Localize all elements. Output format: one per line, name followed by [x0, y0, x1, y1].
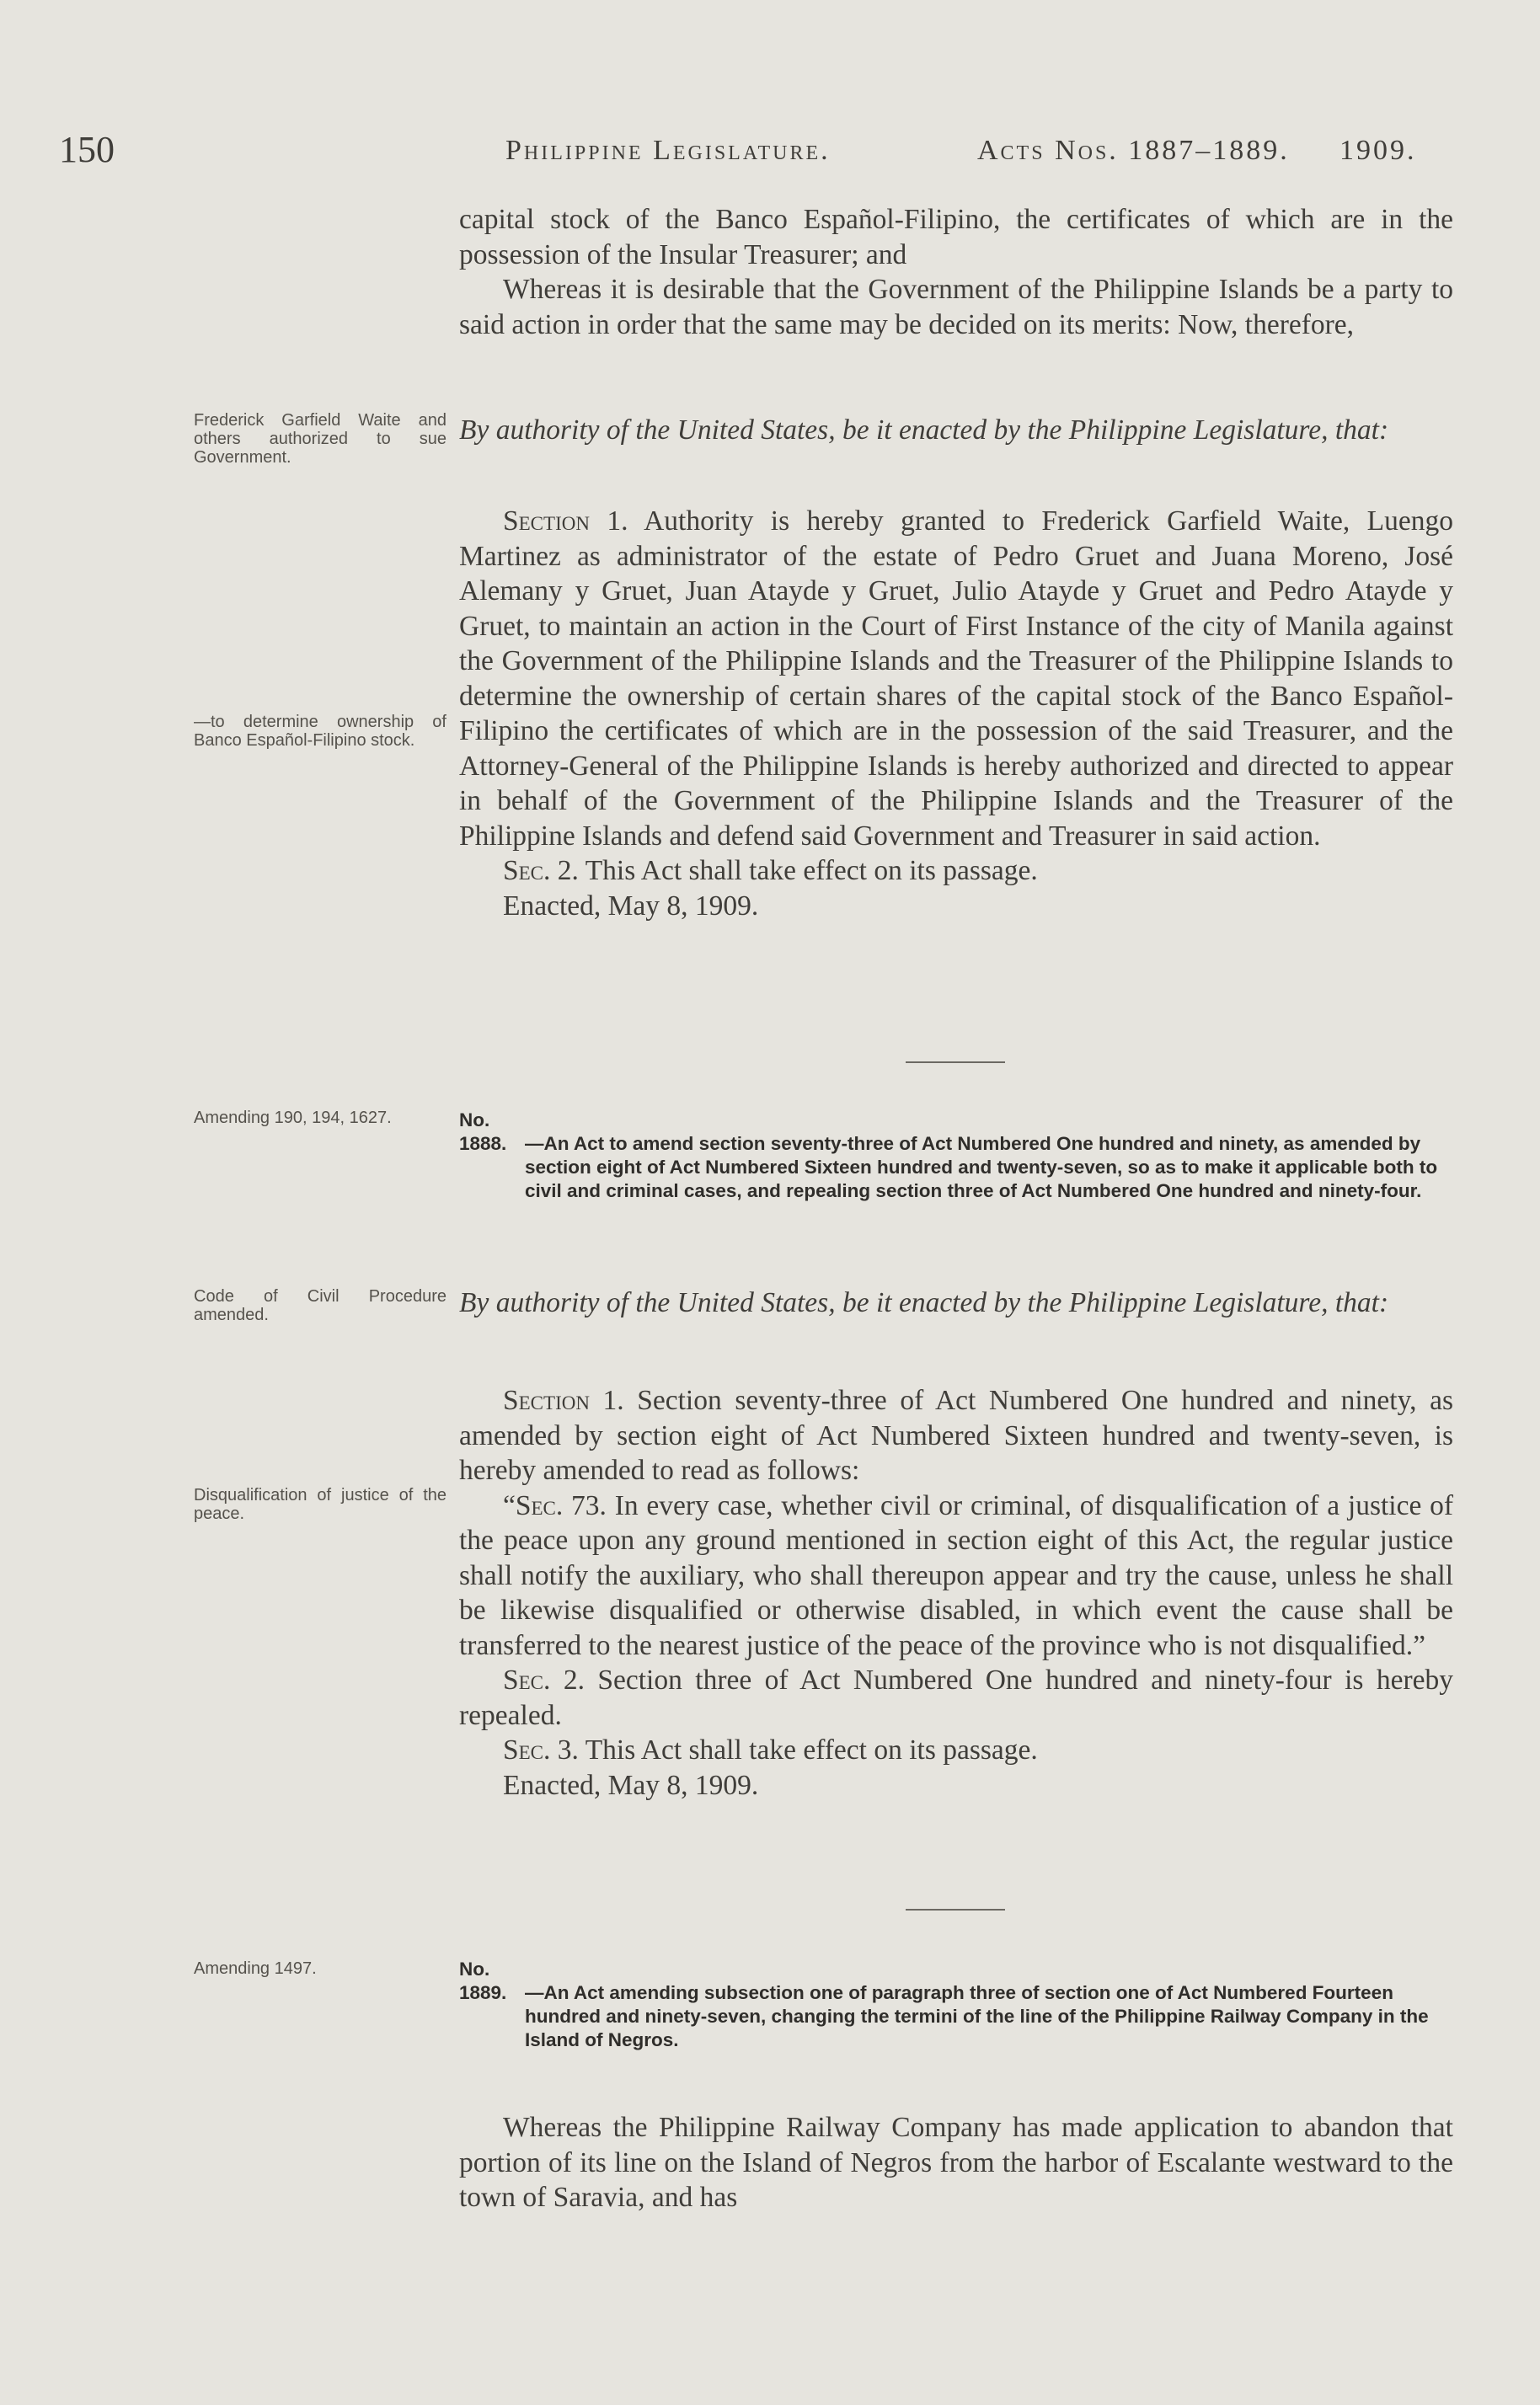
- preamble-continuation: capital stock of the Banco Español-Filipino, the certificates of which are in the possession of the Insular Treasurer; and: [459, 204, 1453, 270]
- section-1: Section 1. Authority is hereby granted to Frederick Garfield Waite, Luengo Martinez as administrator of the estate of Pedro Gruet and Juana Moreno, José Alemany y Gruet, Juan Atayde y Gruet, Julio Atayde y Gruet and Pedro Atayde y Gruet, to maintain an action in the Court of First Instance of the city of Manila against the Government of the Philippine Islands and the Treasurer of the Philippine Islands to determine the ownership of certain shares of the capital stock of the Banco Español-Filipino the certificates of which are in the possession of the said Treasurer, and the Attorney-General of the Philippine Islands is hereby authorized and directed to appear in behalf of the Government of the Philippine Islands and the Treasurer of the Philippine Islands and defend said Government and Treasurer in said action.: [459, 505, 1454, 852]
- margin-note-amending-1497: Amending 1497.: [194, 1959, 317, 1978]
- section-2: Sec. 2. This Act shall take effect on its passage.: [503, 855, 1038, 886]
- divider-rule: [906, 1061, 1005, 1063]
- running-header: [505, 135, 1449, 167]
- enacting-clause-1887: By authority of the United States, be it enacted by the Philippine Legislature, that:: [459, 414, 1389, 446]
- margin-note-code-civil-procedure: Code of Civil Procedure amended.: [194, 1287, 446, 1324]
- running-title: Philippine Legislature.: [505, 135, 831, 166]
- act-title-text: —An Act to amend section seventy-three of Act Numbered One hundred and ninety, as amended by section eight of Act Numbered Sixteen hundred and twenty-seven, so as to make it applicable both to civil and criminal cases, and repealing section three of Act Numbered One hundred and ninety-four.: [525, 1133, 1438, 1201]
- margin-note-disqualification: Disqualification of justice of the peace.: [194, 1486, 446, 1523]
- divider-rule: [906, 1909, 1005, 1911]
- whereas-clause: Whereas it is desirable that the Government of the Philippine Islands be a party to said action in order that the same may be decided on its merits: Now, therefore,: [459, 274, 1453, 340]
- margin-note-authorized-to-sue: Frederick Garfield Waite and others authorized to sue Government.: [194, 411, 446, 467]
- page-number: 150: [59, 129, 115, 170]
- act-number: No. 1889.: [459, 1959, 507, 2003]
- enacted-date: Enacted, May 8, 1909.: [503, 890, 759, 922]
- act-1889-preamble: [459, 2110, 1453, 2215]
- act-1887-sections: [459, 504, 1453, 923]
- act-1888-title: [459, 1109, 1453, 1203]
- acts-range: Acts Nos. 1887–1889.: [977, 135, 1290, 166]
- margin-note-amending-190: Amending 190, 194, 1627.: [194, 1109, 392, 1127]
- whereas-clause: Whereas the Philippine Railway Company has made application to abandon that portion of its line on the Island of Negros from the harbor of Escalante westward to the town of Saravia, and has: [459, 2112, 1453, 2213]
- section-2: Sec. 2. Section three of Act Numbered One hundred and ninety-four is hereby repealed.: [459, 1665, 1453, 1731]
- act-number: No. 1888.: [459, 1109, 507, 1154]
- margin-note-determine-ownership: —to determine ownership of Banco Español-Filipino stock.: [194, 713, 446, 750]
- quoted-section-73: “Sec. 73. In every case, whether civil or criminal, of disqualification of a justice of the peace upon any ground mentioned in section eight of this Act, the regular justice shall notify the auxiliary, who shall thereupon appear and try the cause, unless he shall be likewise disqualified or otherwise disabled, in which event the cause shall be transferred to the nearest justice of the peace of the province who is not disqualified.”: [459, 1489, 1454, 1661]
- act-title-text: —An Act amending subsection one of paragraph three of section one of Act Numbered Fourteen hundred and ninety-seven, changing the termini of the line of the Philippine Railway Company in the Island of Negros.: [525, 1982, 1429, 2050]
- act-1888-sections: [459, 1383, 1453, 1803]
- section-1: Section 1. Section seventy-three of Act Numbered One hundred and ninety, as amended by section eight of Act Numbered Sixteen hundred and twenty-seven, is hereby amended to read as follows:: [459, 1385, 1454, 1486]
- act-1887-preamble: [459, 202, 1453, 342]
- section-3: Sec. 3. This Act shall take effect on its passage.: [503, 1734, 1038, 1766]
- enacting-clause-1888: By authority of the United States, be it enacted by the Philippine Legislature, that:: [459, 1287, 1389, 1318]
- header-year: 1909.: [1339, 135, 1417, 166]
- enacted-date: Enacted, May 8, 1909.: [503, 1769, 759, 1801]
- act-1889-title: [459, 1958, 1453, 2052]
